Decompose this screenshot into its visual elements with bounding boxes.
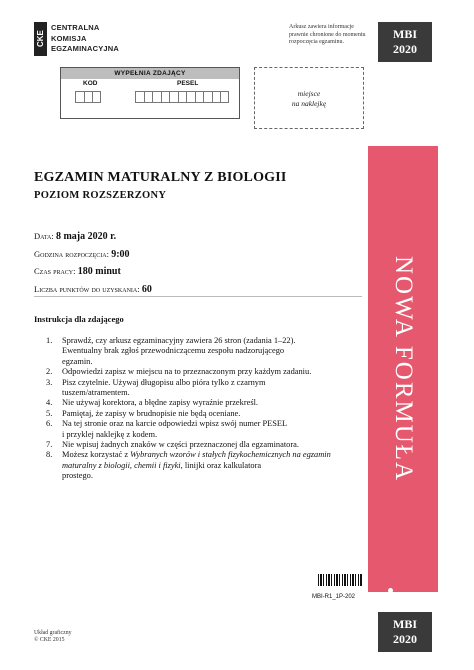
pesel-label: PESEL	[177, 80, 199, 87]
badge-subject: MBI	[393, 27, 417, 41]
exam-code-badge-bottom	[378, 612, 432, 652]
pesel-input-cells[interactable]	[135, 91, 229, 103]
start-time-value: 9:00	[111, 248, 130, 260]
start-time-row	[34, 246, 152, 264]
kod-label: KOD	[83, 80, 98, 87]
sticker-area[interactable]	[254, 67, 364, 129]
footer	[34, 630, 72, 644]
pesel-cell[interactable]	[152, 91, 161, 103]
pesel-cell[interactable]	[161, 91, 170, 103]
footer-line-1: Układ graficzny	[34, 630, 72, 636]
instructions-title: Instrukcja dla zdającego	[34, 314, 124, 324]
new-formula-band	[368, 146, 438, 592]
pesel-cell[interactable]	[186, 91, 195, 103]
divider	[34, 296, 362, 297]
exam-code-badge-top	[378, 22, 432, 62]
start-time-label: Godzina rozpoczęcia:	[34, 248, 109, 259]
exam-details	[34, 228, 152, 298]
fill-box-labels	[61, 79, 239, 89]
footer-line-2: © CKE 2015	[34, 637, 65, 643]
instruction-item: 3. Pisz czytelnie. Używaj długopisu albo pióra tylko z czarnym tuszem/atramentem.	[46, 377, 266, 398]
exam-level: POZIOM ROZSZERZONY	[34, 190, 167, 201]
logo-line-1: CENTRALNA	[51, 23, 100, 32]
duration-label: Czas pracy:	[34, 266, 76, 276]
duration-value: 180 minut	[77, 266, 121, 277]
kod-cell[interactable]	[92, 91, 101, 103]
pesel-cell[interactable]	[169, 91, 178, 103]
instructions-list	[34, 336, 360, 482]
instruction-item: 4. Nie używaj korektora, a błędne zapisy wyraźnie przekreśl.	[46, 398, 259, 408]
points-label: Liczba punktów do uzyskania:	[34, 283, 140, 294]
badge-year: 2020	[393, 632, 417, 646]
sticker-label	[255, 89, 363, 108]
kod-cell[interactable]	[75, 91, 84, 103]
pesel-cell[interactable]	[178, 91, 187, 103]
cke-logo-mark: CKE	[34, 22, 47, 56]
pesel-cell[interactable]	[135, 91, 144, 103]
confidentiality-note: Arkusz zawiera informacje prawnie chronione do momentu rozpoczęcia egzaminu.	[289, 24, 366, 45]
sheet-code: MBI-R1_1P-202	[312, 594, 356, 600]
cke-logo-text	[51, 23, 119, 55]
logo-line-3: EGZAMINACYJNA	[51, 44, 120, 53]
kod-cell[interactable]	[84, 91, 93, 103]
instruction-item: 5. Pamiętaj, że zapisy w brudnopisie nie będą oceniane.	[46, 408, 241, 418]
instruction-item: 8. Możesz korzystać z Wybranych wzorów i stałych fizykochemicznych na egzamin maturalny z biologii, chemii i fizyki, linijki oraz kalkulatora prostego.	[46, 450, 331, 481]
date-value: 8 maja 2020 r.	[55, 231, 117, 242]
pesel-cell[interactable]	[144, 91, 153, 103]
badge-year: 2020	[393, 42, 417, 56]
instruction-item: 7. Nie wpisuj żadnych znaków w części przeznaczonej dla egzaminatora.	[46, 440, 299, 450]
student-fill-box	[60, 67, 240, 119]
date-label: Data:	[34, 231, 54, 241]
date-row	[34, 228, 152, 246]
instruction-item: 1. Sprawdź, czy arkusz egzaminacyjny zawiera 26 stron (zadania 1–22). Ewentualny brak zgłoś przewodniczącemu zespołu nadzorującego egzamin.	[46, 336, 296, 366]
pesel-cell[interactable]	[203, 91, 212, 103]
logo-line-2: KOMISJA	[51, 33, 87, 43]
pesel-cell[interactable]	[220, 91, 229, 103]
sticker-line-1: miejsce	[297, 89, 321, 98]
duration-row	[34, 263, 152, 281]
fill-box-header: WYPEŁNIA ZDAJĄCY	[61, 68, 239, 79]
new-formula-text: NOWA FORMUŁA	[390, 255, 417, 483]
points-value: 60	[141, 283, 152, 295]
band-dot	[388, 588, 393, 593]
instruction-item: 6. Na tej stronie oraz na karcie odpowiedzi wpisz swój numer PESEL i przyklej naklejkę z kodem.	[46, 419, 288, 439]
pesel-cell[interactable]	[195, 91, 204, 103]
pesel-cell[interactable]	[212, 91, 221, 103]
cke-logo	[34, 22, 144, 56]
exam-title: EGZAMIN MATURALNY Z BIOLOGII	[34, 170, 287, 185]
kod-input-cells[interactable]	[75, 91, 101, 103]
badge-subject: MBI	[393, 617, 417, 631]
instruction-item: 2. Odpowiedzi zapisz w miejscu na to przeznaczonym przy każdym zadaniu.	[46, 367, 312, 377]
barcode	[318, 574, 362, 586]
sticker-line-2: na naklejkę	[291, 98, 327, 108]
